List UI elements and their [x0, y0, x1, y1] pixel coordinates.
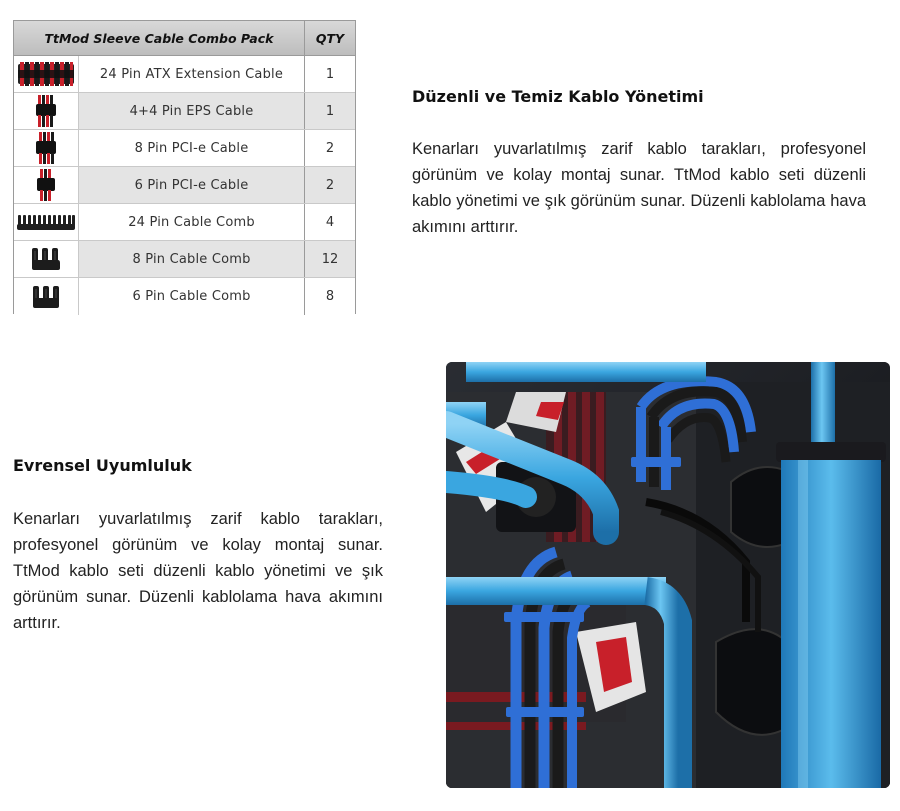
qty-header: QTY [315, 30, 345, 46]
cable-qty: 1 [325, 66, 335, 82]
cable-name: 24 Pin ATX Extension Cable [79, 56, 305, 92]
table-row [14, 167, 355, 204]
cable-qty: 2 [325, 140, 335, 156]
cable-qty: 2 [325, 177, 335, 193]
cable-qty: 8 [325, 289, 335, 304]
section-title-compatibility: Evrensel Uyumluluk [13, 456, 192, 475]
cable-combo-table [13, 20, 356, 314]
table-row [14, 130, 355, 167]
table-row [14, 204, 355, 241]
comb-24pin-icon [16, 212, 76, 232]
table-row [14, 278, 355, 315]
cable-name: 8 Pin Cable Comb [79, 241, 305, 277]
section-body-compatibility: Kenarları yuvarlatılmış zarif kablo tarakları, profesyonel görünüm ve kolay montaj sunar. TtMod kablo seti düzenli kablo yönetimi ve şık görünüm sunar. Düzenli kablolama hava akımını arttırır. [13, 510, 383, 632]
table-row [14, 56, 355, 93]
pc-build-photo [446, 362, 890, 788]
cable-name: 6 Pin PCI-e Cable [79, 167, 305, 203]
pcie-6pin-cable-icon [31, 169, 61, 201]
table-header [14, 21, 355, 56]
comb-8pin-icon [29, 246, 63, 272]
pcie-8pin-cable-icon [31, 132, 61, 164]
cable-name: 4+4 Pin EPS Cable [79, 93, 305, 129]
comb-6pin-icon [29, 284, 63, 310]
pc-build-illustration [446, 362, 890, 788]
eps-cable-icon [31, 95, 61, 127]
cable-qty: 12 [321, 251, 339, 267]
cable-name: 24 Pin Cable Comb [79, 204, 305, 240]
table-row [14, 241, 355, 278]
table-row [14, 93, 355, 130]
section-title-cable-management: Düzenli ve Temiz Kablo Yönetimi [412, 87, 704, 106]
cable-name: 8 Pin PCI-e Cable [79, 130, 305, 166]
atx-cable-icon [17, 59, 75, 89]
section-body-cable-management: Kenarları yuvarlatılmış zarif kablo tarakları, profesyonel görünüm ve kolay montaj sunar. TtMod kablo seti düzenli kablo yönetimi ve şık görünüm sunar. Düzenli kablolama hava akımını arttırır. [412, 140, 866, 236]
cable-name: 6 Pin Cable Comb [79, 278, 305, 315]
cable-qty: 1 [325, 103, 335, 119]
cable-qty: 4 [325, 214, 335, 230]
table-title: TtMod Sleeve Cable Combo Pack [14, 21, 305, 55]
